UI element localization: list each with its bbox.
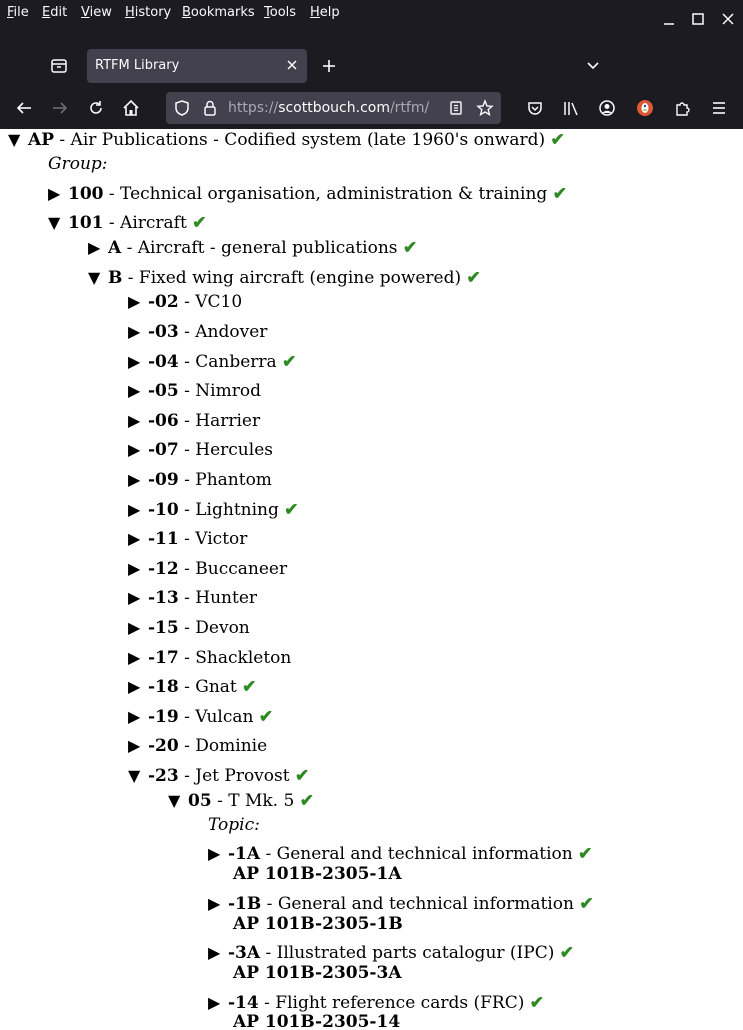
node-desc: - Lightning: [178, 500, 285, 520]
node-code: -10: [148, 500, 179, 520]
collapsed-triangle-icon[interactable]: ▶: [128, 322, 141, 341]
collapsed-triangle-icon[interactable]: ▶: [128, 707, 141, 726]
node-code: -17: [148, 648, 179, 668]
tree-node-aircraft[interactable]: [128, 617, 250, 639]
node-code: 101: [68, 213, 104, 233]
library-icon[interactable]: [562, 99, 580, 117]
url-scheme: https://: [228, 100, 279, 116]
reload-icon[interactable]: [87, 99, 105, 117]
collapsed-triangle-icon[interactable]: ▶: [128, 588, 141, 607]
tree-node-topic[interactable]: [208, 942, 574, 964]
tree-node-aircraft[interactable]: [128, 765, 309, 787]
tree-node-aircraft[interactable]: [128, 380, 261, 402]
tree-node-aircraft[interactable]: [128, 676, 256, 698]
node-code: 05: [188, 791, 212, 811]
node-code: -09: [148, 470, 179, 490]
url-path: /rtfm/: [389, 100, 430, 116]
collapsed-triangle-icon[interactable]: ▶: [128, 500, 141, 519]
node-desc: - Phantom: [178, 470, 272, 490]
node-code: -11: [148, 529, 179, 549]
account-icon[interactable]: [598, 99, 616, 117]
node-code: -14: [228, 993, 259, 1013]
collapsed-triangle-icon[interactable]: ▶: [208, 943, 221, 962]
shield-icon[interactable]: [173, 99, 191, 117]
expanded-triangle-icon[interactable]: ▼: [88, 268, 101, 287]
node-code: -02: [148, 292, 179, 312]
minimize-icon[interactable]: [662, 12, 676, 26]
tree-node-aircraft[interactable]: [128, 499, 299, 521]
star-icon[interactable]: [476, 99, 494, 117]
tree-node-aircraft[interactable]: [128, 321, 267, 343]
node-desc: - Buccaneer: [178, 559, 288, 579]
checkmark-icon: ✔: [282, 352, 297, 372]
checkmark-icon: ✔: [578, 844, 593, 864]
checkmark-icon: ✔: [402, 238, 418, 258]
node-code: -15: [148, 618, 179, 638]
tree-node-aircraft[interactable]: [128, 558, 287, 580]
node-code: 100: [68, 184, 104, 204]
collapsed-triangle-icon[interactable]: ▶: [208, 844, 221, 863]
collapsed-triangle-icon[interactable]: ▶: [128, 677, 141, 696]
tree-node-aircraft[interactable]: [128, 735, 267, 757]
tab-bar: [0, 44, 743, 88]
url-host: scottbouch.com: [278, 100, 390, 116]
node-code: -3A: [228, 943, 261, 963]
node-desc: - Fixed wing aircraft (engine powered): [122, 268, 467, 288]
node-code: -04: [148, 352, 179, 372]
tree-node-topic[interactable]: [208, 893, 594, 915]
collapsed-triangle-icon[interactable]: ▶: [48, 184, 61, 203]
topic-label: Topic:: [208, 815, 260, 835]
node-desc: - Jet Provost: [178, 766, 295, 786]
tree-node-aircraft[interactable]: [128, 706, 273, 728]
hamburger-icon[interactable]: [710, 99, 728, 117]
node-desc: - Shackleton: [178, 648, 292, 668]
expanded-triangle-icon[interactable]: ▼: [128, 766, 141, 785]
node-code: -1A: [228, 844, 261, 864]
node-code: B: [108, 268, 123, 288]
tree-node-ap[interactable]: [8, 129, 565, 151]
node-desc: - T Mk. 5: [211, 791, 300, 811]
plus-icon[interactable]: [321, 58, 337, 74]
checkmark-icon: ✔: [242, 677, 257, 697]
collapsed-triangle-icon[interactable]: ▶: [128, 736, 141, 755]
close-icon[interactable]: [286, 59, 298, 71]
node-code: -20: [148, 736, 179, 756]
node-desc: - Aircraft: [103, 213, 193, 233]
tree-node-aircraft[interactable]: [128, 647, 291, 669]
expanded-triangle-icon[interactable]: ▼: [48, 213, 61, 232]
checkmark-icon: ✔: [552, 184, 567, 204]
node-desc: - Hercules: [178, 440, 273, 460]
tree-node-aircraft[interactable]: [128, 528, 247, 550]
menu-history[interactable]: History: [125, 5, 172, 20]
checkmark-icon: ✔: [192, 213, 207, 233]
collapsed-triangle-icon[interactable]: ▶: [128, 529, 141, 548]
menu-file[interactable]: File: [7, 5, 29, 20]
node-desc: - Harrier: [178, 411, 261, 431]
tree-node-a[interactable]: [88, 237, 417, 259]
collapsed-triangle-icon[interactable]: ▶: [128, 470, 141, 489]
node-desc: - Gnat: [178, 677, 243, 697]
node-desc: - Illustrated parts catalogur (IPC): [260, 943, 560, 963]
tree-node-topic[interactable]: [208, 843, 592, 865]
checkmark-icon: ✔: [529, 993, 544, 1013]
node-code: -23: [148, 766, 179, 786]
page-content: [0, 129, 743, 1030]
tree-node-100[interactable]: [48, 183, 567, 205]
browser-chrome: [0, 0, 743, 129]
node-desc: - General and technical information: [260, 844, 579, 864]
checkmark-icon: ✔: [550, 130, 565, 150]
node-desc: - VC10: [178, 292, 243, 312]
ap-reference: AP 101B-2305-1B: [233, 914, 403, 934]
expanded-triangle-icon[interactable]: ▼: [168, 791, 181, 810]
menu-bar: [0, 0, 743, 28]
menu-tools[interactable]: Tools: [264, 5, 297, 20]
expanded-triangle-icon[interactable]: ▼: [8, 130, 21, 149]
node-code: -05: [148, 381, 179, 401]
node-desc: - Flight reference cards (FRC): [258, 993, 530, 1013]
tree-node-101[interactable]: [48, 212, 206, 234]
node-code: AP: [28, 130, 54, 150]
collapsed-triangle-icon[interactable]: ▶: [128, 618, 141, 637]
checkmark-icon: ✔: [466, 268, 481, 288]
pocket-icon[interactable]: [526, 99, 544, 117]
checkmark-icon: ✔: [284, 500, 299, 520]
node-desc: - Devon: [178, 618, 250, 638]
group-label: Group:: [48, 154, 108, 174]
menu-bookmarks[interactable]: Bookmarks: [182, 5, 255, 20]
ap-reference: AP 101B-2305-1A: [233, 864, 402, 884]
checkmark-icon: ✔: [559, 943, 575, 963]
tree-node-aircraft[interactable]: [128, 469, 272, 491]
url-text[interactable]: [228, 100, 429, 116]
tree-node-aircraft[interactable]: [128, 410, 260, 432]
node-desc: - Victor: [178, 529, 248, 549]
ap-reference: AP 101B-2305-14: [233, 1012, 401, 1030]
node-code: -03: [148, 322, 179, 342]
node-desc: - General and technical information: [261, 894, 580, 914]
checkmark-icon: ✔: [579, 894, 594, 914]
arrow-right-icon[interactable]: [51, 99, 69, 117]
checkmark-icon: ✔: [294, 766, 310, 786]
puzzle-icon[interactable]: [674, 99, 692, 117]
ap-reference: AP 101B-2305-3A: [233, 963, 402, 983]
node-desc: - Canberra: [178, 352, 283, 372]
reader-view-icon[interactable]: [448, 100, 464, 116]
chevron-down-icon[interactable]: [585, 58, 601, 74]
node-desc: - Technical organisation, administration & training: [103, 184, 553, 204]
menu-edit[interactable]: Edit: [42, 5, 68, 20]
node-code: A: [108, 238, 122, 258]
collapsed-triangle-icon[interactable]: ▶: [208, 993, 221, 1012]
maximize-icon[interactable]: [691, 12, 705, 26]
tree-node-b[interactable]: [88, 267, 481, 289]
menu-help[interactable]: Help: [310, 5, 340, 20]
collapsed-triangle-icon[interactable]: ▶: [128, 648, 141, 667]
node-desc: - Aircraft - general publications: [121, 238, 403, 258]
address-bar[interactable]: [166, 92, 501, 124]
checkmark-icon: ✔: [299, 791, 314, 811]
home-icon[interactable]: [122, 99, 140, 117]
tree-node-aircraft[interactable]: [128, 587, 257, 609]
node-desc: - Andover: [178, 322, 268, 342]
node-desc: - Air Publications - Codified system (late 1960's onward): [53, 130, 551, 150]
tree-node-variant[interactable]: [168, 790, 314, 812]
node-desc: - Hunter: [178, 588, 258, 608]
collapsed-triangle-icon[interactable]: ▶: [128, 411, 141, 430]
checkmark-icon: ✔: [258, 707, 274, 727]
close-window-icon[interactable]: [721, 12, 735, 26]
collapsed-triangle-icon[interactable]: ▶: [128, 292, 141, 311]
collapsed-triangle-icon[interactable]: ▶: [128, 559, 141, 578]
node-desc: - Dominie: [178, 736, 268, 756]
node-code: -19: [148, 707, 179, 727]
tree-node-aircraft[interactable]: [128, 291, 242, 313]
collapsed-triangle-icon[interactable]: ▶: [128, 440, 141, 459]
node-code: -13: [148, 588, 179, 608]
tree-node-aircraft[interactable]: [128, 351, 296, 373]
node-desc: - Vulcan: [178, 707, 259, 727]
tab-list-icon[interactable]: [50, 57, 68, 75]
navigation-toolbar: [0, 88, 743, 129]
tab-title: RTFM Library: [95, 58, 180, 73]
node-code: -18: [148, 677, 179, 697]
node-code: -12: [148, 559, 179, 579]
arrow-left-icon[interactable]: [15, 99, 33, 117]
collapsed-triangle-icon[interactable]: ▶: [88, 238, 101, 257]
node-desc: - Nimrod: [178, 381, 261, 401]
collapsed-triangle-icon[interactable]: ▶: [128, 381, 141, 400]
node-code: -07: [148, 440, 179, 460]
menu-view[interactable]: View: [81, 5, 112, 20]
collapsed-triangle-icon[interactable]: ▶: [208, 894, 221, 913]
node-code: -06: [148, 411, 179, 431]
node-code: -1B: [228, 894, 262, 914]
tree-node-aircraft[interactable]: [128, 439, 273, 461]
duckduckgo-icon[interactable]: [636, 99, 654, 117]
tab-rtfm-library[interactable]: [87, 49, 307, 83]
lock-icon[interactable]: [202, 99, 218, 117]
collapsed-triangle-icon[interactable]: ▶: [128, 352, 141, 371]
